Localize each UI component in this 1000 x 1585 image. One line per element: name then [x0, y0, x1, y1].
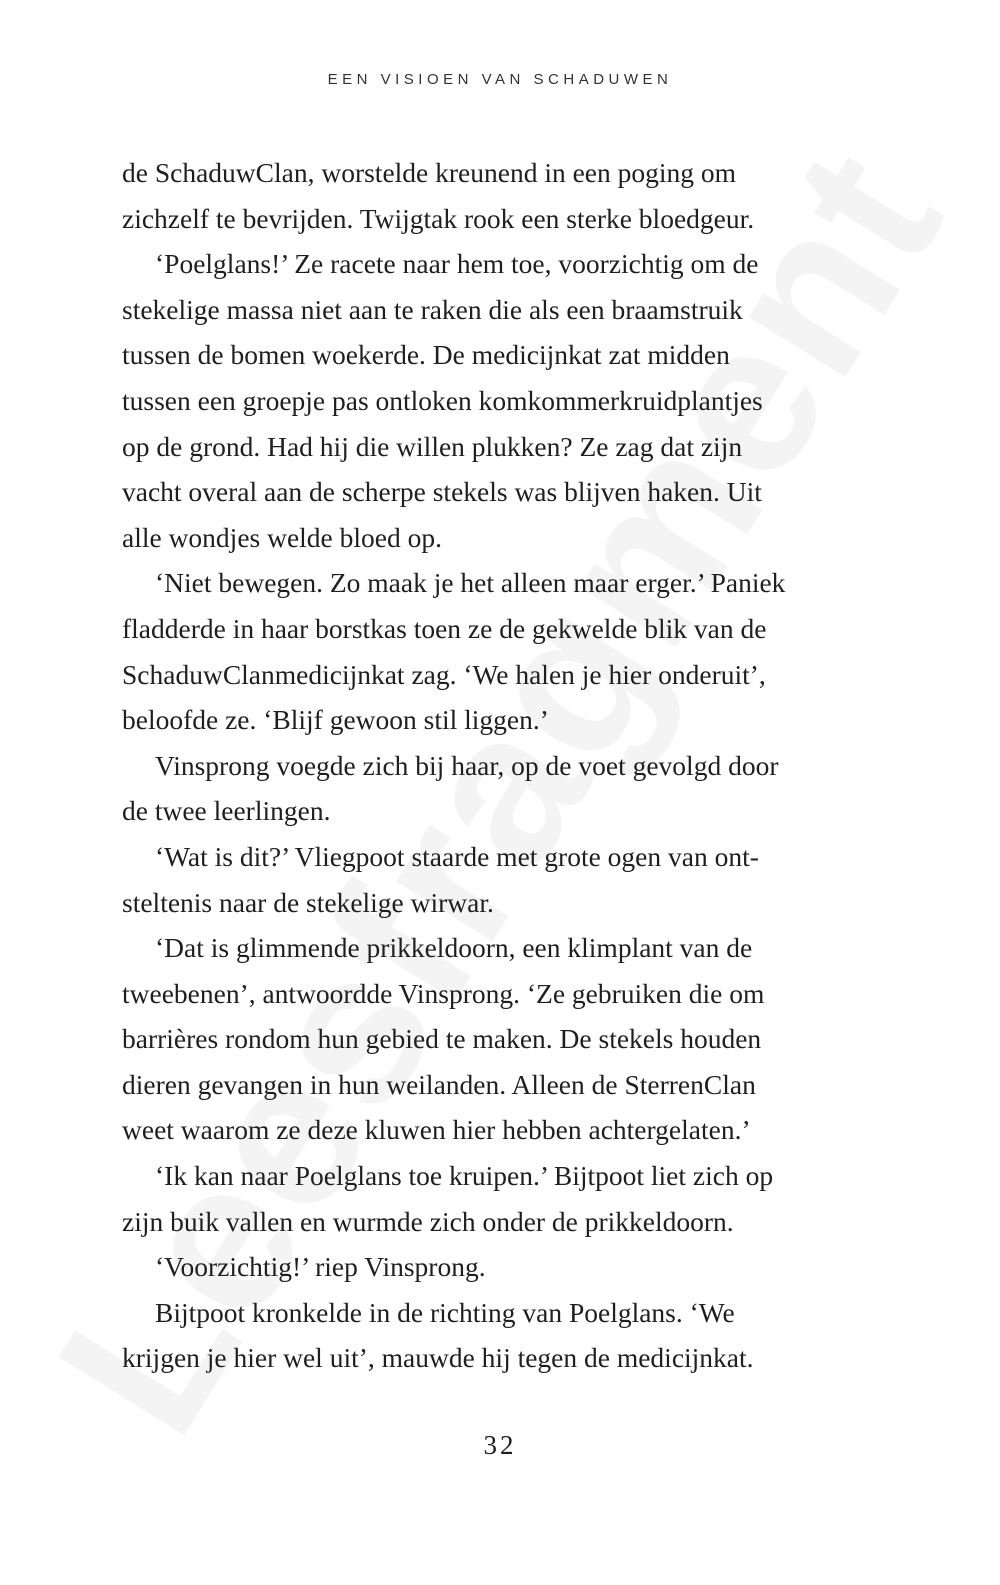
text-line: fladderde in haar borstkas toen ze de gekwelde blik van de [122, 612, 767, 644]
text-line: ‘Niet bewegen. Zo maak je het alleen maar erger.’ Paniek [155, 567, 786, 599]
body-text [122, 150, 852, 1381]
text-line: ‘Ik kan naar Poelglans toe kruipen.’ Bijtpoot liet zich op [155, 1160, 774, 1192]
text-line: Bijtpoot kronkelde in de richting van Poelglans. ‘We [155, 1296, 735, 1328]
text-line: ‘Poelglans!’ Ze racete naar hem toe, voorzichtig om de [155, 248, 759, 280]
text-line: stekelige massa niet aan te raken die als een braamstruik [122, 293, 743, 325]
text-line: Vinsprong voegde zich bij haar, op de voet gevolgd door [155, 749, 779, 781]
running-head: EEN VISIOEN VAN SCHADUWEN [327, 71, 673, 88]
text-line: tussen een groepje pas ontloken komkommerkruidplantjes [122, 384, 763, 416]
text-line: zichzelf te bevrijden. Twijgtak rook een sterke bloedgeur. [122, 202, 755, 234]
text-line: op de grond. Had hij die willen plukken? Ze zag dat zijn [122, 430, 743, 462]
page-number: 32 [483, 1430, 517, 1460]
text-line: beloofde ze. ‘Blijf gewoon stil liggen.’ [122, 704, 549, 736]
text-line: vacht overal aan de scherpe stekels was blijven haken. Uit [122, 476, 762, 508]
text-line: ‘Voorzichtig!’ riep Vinsprong. [155, 1251, 486, 1283]
text-line: krijgen je hier wel uit’, mauwde hij tegen de medicijnkat. [122, 1342, 754, 1374]
text-line: barrières rondom hun gebied te maken. De stekels houden [122, 1023, 762, 1055]
text-line: de twee leerlingen. [122, 795, 331, 827]
text-line: alle wondjes welde bloed op. [122, 521, 442, 553]
text-line: de SchaduwClan, worstelde kreunend in een poging om [122, 157, 737, 188]
text-line: steltenis naar de stekelige wirwar. [122, 886, 494, 918]
text-line: zijn buik vallen en wurmde zich onder de prikkeldoorn. [122, 1205, 734, 1237]
text-line: dieren gevangen in hun weilanden. Alleen de SterrenClan [122, 1068, 756, 1100]
text-line: tweebenen’, antwoordde Vinsprong. ‘Ze gebruiken die om [122, 977, 765, 1009]
text-line: SchaduwClanmedicijnkat zag. ‘We halen je hier onderuit’, [122, 658, 766, 690]
text-line: weet waarom ze deze kluwen hier hebben achtergelaten.’ [122, 1114, 751, 1146]
text-line: ‘Wat is dit?’ Vliegpoot staarde met grote ogen van ont- [155, 840, 759, 872]
text-line: ‘Dat is glimmende prikkeldoorn, een klimplant van de [155, 932, 753, 964]
text-line: tussen de bomen woekerde. De medicijnkat zat midden [122, 339, 730, 371]
